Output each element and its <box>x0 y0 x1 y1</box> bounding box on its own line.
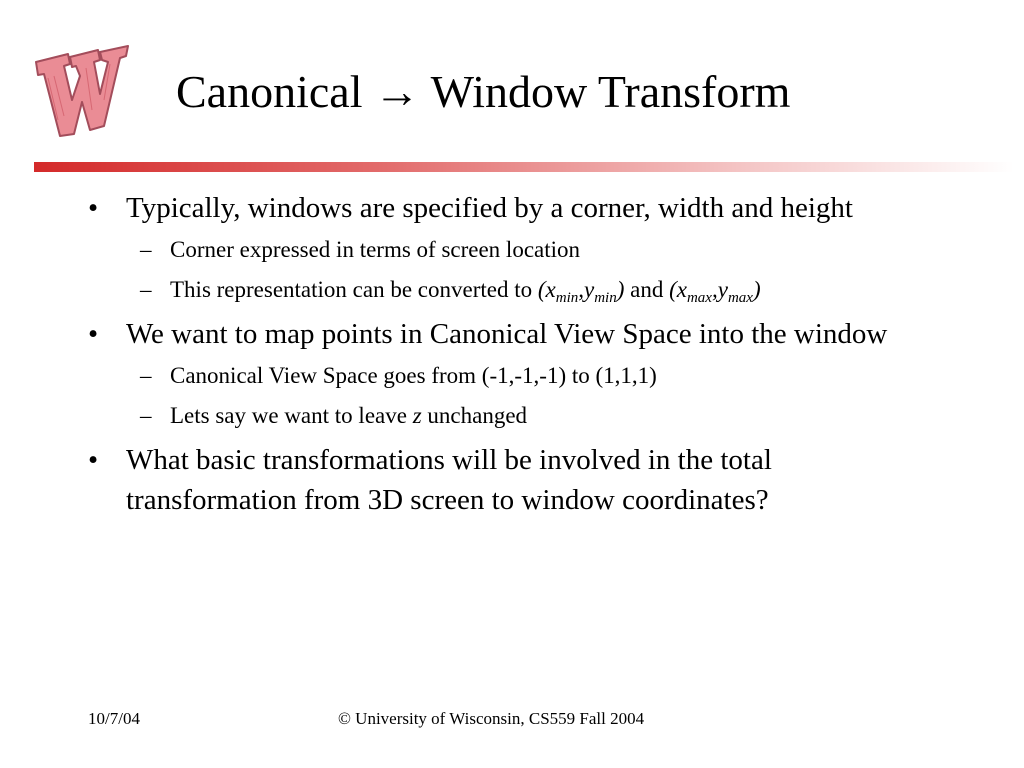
subbullet-text: Canonical View Space goes from (-1,-1,-1) to (1,1,1) <box>170 363 657 388</box>
subbullet-text: Corner expressed in terms of screen location <box>170 237 581 262</box>
bullet-basic-transformations <box>0 440 1024 520</box>
title-part-window-transform: Window Transform <box>430 66 791 117</box>
footer-copyright: © University of Wisconsin, CS559 Fall 2004 <box>338 709 645 728</box>
subbullet-leave-z <box>0 400 1024 432</box>
title-divider <box>34 162 1014 172</box>
bullet-text: Typically, windows are specified by a corner, width and height <box>126 192 853 224</box>
subbullet-corner-expressed <box>0 234 1024 266</box>
subbullet-mark: – <box>140 363 152 388</box>
logo-w-shape <box>36 46 128 136</box>
wisconsin-w-logo <box>28 40 132 140</box>
subbullet-canonical-range <box>0 360 1024 392</box>
subbullet-mark: – <box>140 237 152 262</box>
min-coordinate: $(x_{min},y_{min})$ <box>537 277 625 306</box>
subbullet-text-prefix: Lets say we want to leave <box>170 403 413 428</box>
slide-title <box>176 64 790 120</box>
max-coordinate: $(x_{max},y_{max})$ <box>669 277 761 306</box>
bullet-windows-specified <box>0 188 1024 228</box>
title-arrow: → <box>374 66 420 117</box>
bullet-text: We want to map points in Canonical View Space into the window <box>126 318 888 350</box>
subbullet-text-and: and <box>624 277 670 302</box>
subbullet-representation-converted <box>0 274 1024 306</box>
subbullet-mark: – <box>140 403 152 428</box>
z-variable: z <box>412 403 422 428</box>
bullet-text: What basic transformations will be involved in the total transformation from 3D screen to window coordinates? <box>126 444 772 516</box>
footer-date: 10/7/04 <box>88 709 140 728</box>
title-part-canonical: Canonical <box>176 66 363 117</box>
bullet-mark: • <box>88 444 99 476</box>
bullet-map-points <box>0 314 1024 354</box>
bullet-mark: • <box>88 318 99 350</box>
subbullet-mark: – <box>140 277 152 302</box>
slide-body <box>0 188 1024 530</box>
bullet-mark: • <box>88 192 99 224</box>
subbullet-text-prefix: This representation can be converted to <box>170 277 538 302</box>
subbullet-text-suffix: unchanged <box>421 403 528 428</box>
